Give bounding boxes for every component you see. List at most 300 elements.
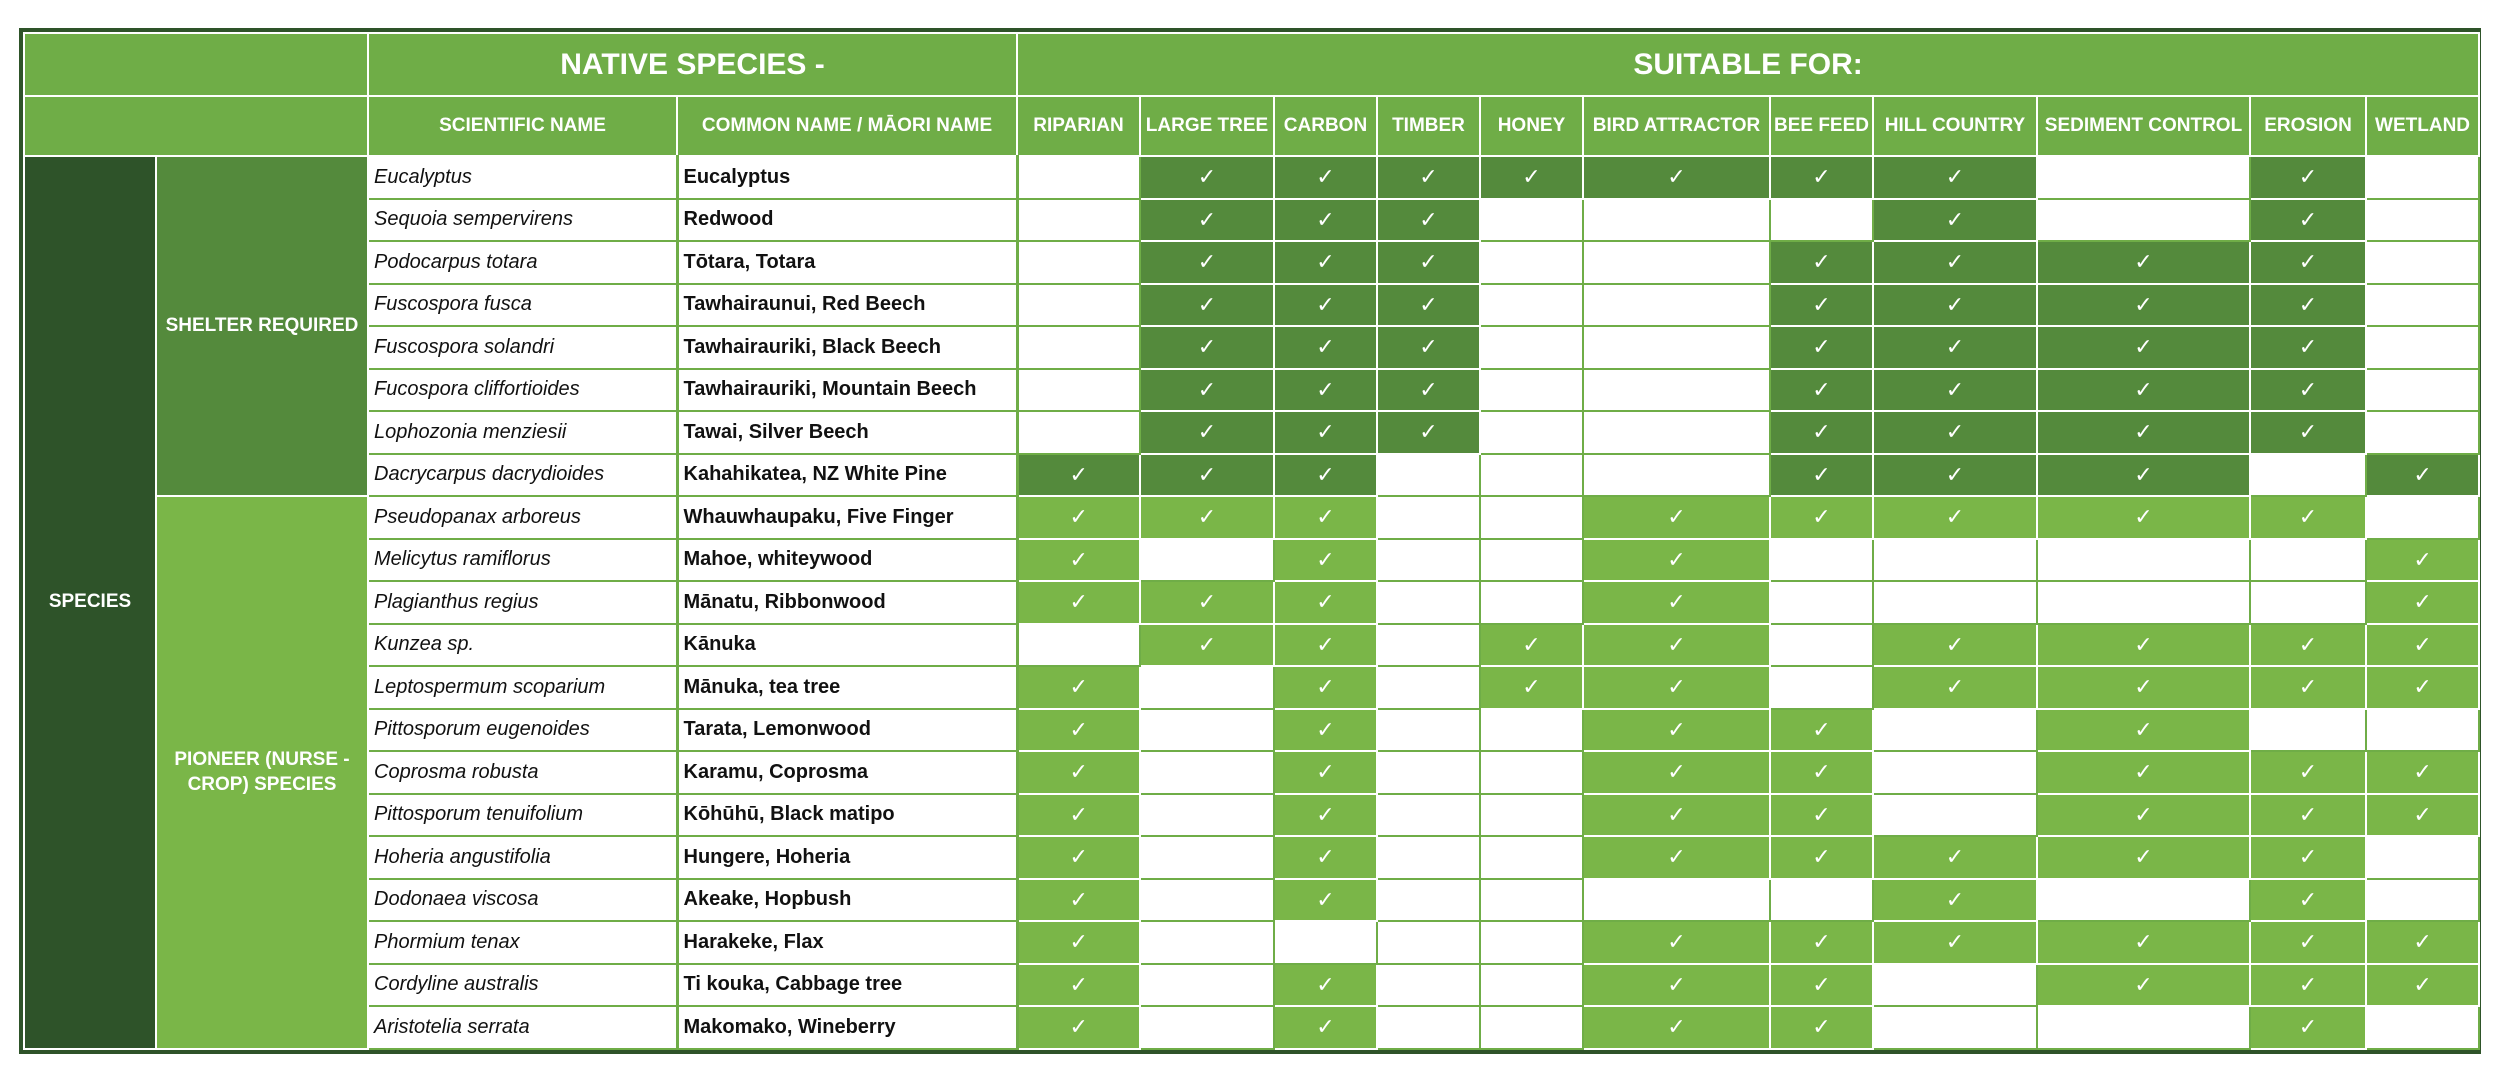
empty-cell bbox=[2037, 156, 2250, 199]
scientific-name-cell: Pseudopanax arboreus bbox=[368, 496, 677, 539]
empty-cell bbox=[1873, 539, 2037, 582]
empty-cell bbox=[1873, 964, 2037, 1007]
empty-cell bbox=[1017, 326, 1140, 369]
group-label-pioneer-species: PIONEER (NURSE -CROP) SPECIES bbox=[156, 496, 368, 1049]
empty-cell bbox=[1480, 496, 1583, 539]
check-mark-icon: ✓ bbox=[1583, 496, 1770, 539]
column-header-carbon: CARBON bbox=[1274, 96, 1377, 156]
empty-cell bbox=[1583, 326, 1770, 369]
empty-cell bbox=[1377, 836, 1480, 879]
check-mark-icon: ✓ bbox=[2250, 794, 2366, 837]
scientific-name-cell: Kunzea sp. bbox=[368, 624, 677, 667]
check-mark-icon: ✓ bbox=[1274, 241, 1377, 284]
check-mark-icon: ✓ bbox=[1274, 794, 1377, 837]
check-mark-icon: ✓ bbox=[2037, 751, 2250, 794]
species-rows bbox=[24, 156, 2479, 1049]
check-mark-icon: ✓ bbox=[1770, 496, 1873, 539]
check-mark-icon: ✓ bbox=[2366, 751, 2479, 794]
check-mark-icon: ✓ bbox=[2250, 326, 2366, 369]
check-mark-icon: ✓ bbox=[2037, 326, 2250, 369]
empty-cell bbox=[1583, 411, 1770, 454]
check-mark-icon: ✓ bbox=[1770, 326, 1873, 369]
check-mark-icon: ✓ bbox=[2037, 624, 2250, 667]
empty-cell bbox=[1377, 1006, 1480, 1049]
empty-cell bbox=[1377, 454, 1480, 497]
table-row bbox=[24, 879, 2479, 922]
check-mark-icon: ✓ bbox=[1377, 326, 1480, 369]
check-mark-icon: ✓ bbox=[1140, 326, 1274, 369]
check-mark-icon: ✓ bbox=[1140, 454, 1274, 497]
empty-cell bbox=[1377, 964, 1480, 1007]
scientific-name-cell: Fucospora cliffortioides bbox=[368, 369, 677, 412]
check-mark-icon: ✓ bbox=[1274, 369, 1377, 412]
check-mark-icon: ✓ bbox=[1017, 581, 1140, 624]
check-mark-icon: ✓ bbox=[1274, 454, 1377, 497]
empty-cell bbox=[1583, 454, 1770, 497]
scientific-name-cell: Pittosporum eugenoides bbox=[368, 709, 677, 752]
common-name-cell: Karamu, Coprosma bbox=[677, 751, 1017, 794]
scientific-name-cell: Eucalyptus bbox=[368, 156, 677, 199]
empty-cell bbox=[1583, 199, 1770, 242]
empty-cell bbox=[2250, 539, 2366, 582]
empty-cell bbox=[1480, 921, 1583, 964]
check-mark-icon: ✓ bbox=[2037, 666, 2250, 709]
check-mark-icon: ✓ bbox=[1770, 709, 1873, 752]
check-mark-icon: ✓ bbox=[2250, 369, 2366, 412]
check-mark-icon: ✓ bbox=[1770, 1006, 1873, 1049]
table-row bbox=[24, 836, 2479, 879]
check-mark-icon: ✓ bbox=[2250, 964, 2366, 1007]
check-mark-icon: ✓ bbox=[1770, 369, 1873, 412]
empty-cell bbox=[1140, 879, 1274, 922]
check-mark-icon: ✓ bbox=[1583, 836, 1770, 879]
common-name-cell: Harakeke, Flax bbox=[677, 921, 1017, 964]
table-row bbox=[24, 496, 2479, 539]
empty-cell bbox=[1480, 241, 1583, 284]
check-mark-icon: ✓ bbox=[2250, 836, 2366, 879]
common-name-cell: Kānuka bbox=[677, 624, 1017, 667]
empty-cell bbox=[2366, 836, 2479, 879]
table-row bbox=[24, 709, 2479, 752]
check-mark-icon: ✓ bbox=[1583, 581, 1770, 624]
empty-cell bbox=[1480, 581, 1583, 624]
check-mark-icon: ✓ bbox=[1017, 539, 1140, 582]
empty-cell bbox=[1480, 454, 1583, 497]
column-header-bee-feed: BEE FEED bbox=[1770, 96, 1873, 156]
group-label-species: SPECIES bbox=[24, 156, 156, 1049]
check-mark-icon: ✓ bbox=[1017, 836, 1140, 879]
empty-cell bbox=[1140, 751, 1274, 794]
check-mark-icon: ✓ bbox=[1770, 454, 1873, 497]
check-mark-icon: ✓ bbox=[1583, 624, 1770, 667]
native-species-title: NATIVE SPECIES - bbox=[368, 33, 1017, 96]
empty-cell bbox=[2366, 284, 2479, 327]
empty-cell bbox=[2037, 1006, 2250, 1049]
check-mark-icon: ✓ bbox=[2037, 794, 2250, 837]
empty-cell bbox=[1377, 624, 1480, 667]
empty-cell bbox=[1377, 879, 1480, 922]
scientific-name-cell: Lophozonia menziesii bbox=[368, 411, 677, 454]
empty-cell bbox=[1770, 581, 1873, 624]
table-row bbox=[24, 794, 2479, 837]
empty-cell bbox=[1140, 539, 1274, 582]
empty-cell bbox=[2037, 539, 2250, 582]
check-mark-icon: ✓ bbox=[2366, 794, 2479, 837]
scientific-name-cell: Sequoia sempervirens bbox=[368, 199, 677, 242]
check-mark-icon: ✓ bbox=[1583, 709, 1770, 752]
empty-cell bbox=[1770, 666, 1873, 709]
empty-cell bbox=[2037, 879, 2250, 922]
common-name-cell: Tawai, Silver Beech bbox=[677, 411, 1017, 454]
empty-cell bbox=[2366, 199, 2479, 242]
scientific-name-cell: Fuscospora fusca bbox=[368, 284, 677, 327]
scientific-name-cell: Dodonaea viscosa bbox=[368, 879, 677, 922]
check-mark-icon: ✓ bbox=[1140, 156, 1274, 199]
check-mark-icon: ✓ bbox=[2037, 241, 2250, 284]
check-mark-icon: ✓ bbox=[2037, 496, 2250, 539]
check-mark-icon: ✓ bbox=[2250, 199, 2366, 242]
check-mark-icon: ✓ bbox=[1583, 666, 1770, 709]
table-row bbox=[24, 1006, 2479, 1049]
check-mark-icon: ✓ bbox=[1770, 411, 1873, 454]
check-mark-icon: ✓ bbox=[1770, 751, 1873, 794]
check-mark-icon: ✓ bbox=[1017, 454, 1140, 497]
empty-cell bbox=[1017, 156, 1140, 199]
check-mark-icon: ✓ bbox=[2366, 539, 2479, 582]
check-mark-icon: ✓ bbox=[1873, 156, 2037, 199]
table-row bbox=[24, 156, 2479, 199]
common-name-cell: Akeake, Hopbush bbox=[677, 879, 1017, 922]
check-mark-icon: ✓ bbox=[1873, 496, 2037, 539]
check-mark-icon: ✓ bbox=[1274, 411, 1377, 454]
scientific-name-cell: Leptospermum scoparium bbox=[368, 666, 677, 709]
check-mark-icon: ✓ bbox=[1770, 156, 1873, 199]
common-name-cell: Tawhairaunui, Red Beech bbox=[677, 284, 1017, 327]
empty-cell bbox=[1377, 794, 1480, 837]
check-mark-icon: ✓ bbox=[2250, 751, 2366, 794]
empty-cell bbox=[1583, 369, 1770, 412]
check-mark-icon: ✓ bbox=[1770, 836, 1873, 879]
check-mark-icon: ✓ bbox=[1583, 1006, 1770, 1049]
check-mark-icon: ✓ bbox=[1274, 666, 1377, 709]
empty-cell bbox=[1480, 709, 1583, 752]
table-row bbox=[24, 751, 2479, 794]
empty-cell bbox=[2037, 581, 2250, 624]
check-mark-icon: ✓ bbox=[1017, 921, 1140, 964]
empty-cell bbox=[2250, 709, 2366, 752]
check-mark-icon: ✓ bbox=[2250, 241, 2366, 284]
empty-cell bbox=[1583, 284, 1770, 327]
empty-cell bbox=[1377, 709, 1480, 752]
column-header-common-name: COMMON NAME / MĀORI NAME bbox=[677, 96, 1017, 156]
check-mark-icon: ✓ bbox=[1274, 284, 1377, 327]
empty-cell bbox=[1480, 539, 1583, 582]
column-header-erosion: EROSION bbox=[2250, 96, 2366, 156]
table-row bbox=[24, 581, 2479, 624]
empty-cell bbox=[2366, 369, 2479, 412]
check-mark-icon: ✓ bbox=[1377, 199, 1480, 242]
check-mark-icon: ✓ bbox=[1274, 879, 1377, 922]
scientific-name-cell: Dacrycarpus dacrydioides bbox=[368, 454, 677, 497]
check-mark-icon: ✓ bbox=[1583, 964, 1770, 1007]
check-mark-icon: ✓ bbox=[2250, 284, 2366, 327]
check-mark-icon: ✓ bbox=[2366, 666, 2479, 709]
check-mark-icon: ✓ bbox=[1873, 199, 2037, 242]
check-mark-icon: ✓ bbox=[2366, 921, 2479, 964]
scientific-name-cell: Pittosporum tenuifolium bbox=[368, 794, 677, 837]
check-mark-icon: ✓ bbox=[1017, 666, 1140, 709]
empty-cell bbox=[1140, 709, 1274, 752]
column-header-timber: TIMBER bbox=[1377, 96, 1480, 156]
check-mark-icon: ✓ bbox=[1017, 794, 1140, 837]
empty-cell bbox=[1480, 326, 1583, 369]
check-mark-icon: ✓ bbox=[1770, 964, 1873, 1007]
check-mark-icon: ✓ bbox=[2037, 964, 2250, 1007]
species-table-frame bbox=[19, 28, 2481, 1054]
check-mark-icon: ✓ bbox=[2037, 411, 2250, 454]
empty-cell bbox=[1017, 241, 1140, 284]
check-mark-icon: ✓ bbox=[1583, 921, 1770, 964]
empty-cell bbox=[1770, 539, 1873, 582]
table-row bbox=[24, 624, 2479, 667]
check-mark-icon: ✓ bbox=[2366, 964, 2479, 1007]
check-mark-icon: ✓ bbox=[1274, 539, 1377, 582]
check-mark-icon: ✓ bbox=[2366, 581, 2479, 624]
empty-cell bbox=[1377, 539, 1480, 582]
check-mark-icon: ✓ bbox=[1140, 581, 1274, 624]
check-mark-icon: ✓ bbox=[1017, 1006, 1140, 1049]
empty-cell bbox=[1377, 496, 1480, 539]
empty-cell bbox=[1770, 624, 1873, 667]
check-mark-icon: ✓ bbox=[1873, 369, 2037, 412]
column-header-bird-attractor: BIRD ATTRACTOR bbox=[1583, 96, 1770, 156]
empty-cell bbox=[1017, 284, 1140, 327]
common-name-cell: Tōtara, Totara bbox=[677, 241, 1017, 284]
table-row bbox=[24, 199, 2479, 242]
check-mark-icon: ✓ bbox=[1873, 326, 2037, 369]
check-mark-icon: ✓ bbox=[1377, 411, 1480, 454]
check-mark-icon: ✓ bbox=[1274, 709, 1377, 752]
check-mark-icon: ✓ bbox=[1873, 411, 2037, 454]
check-mark-icon: ✓ bbox=[1480, 666, 1583, 709]
empty-cell bbox=[1480, 1006, 1583, 1049]
column-header-sediment-control: SEDIMENT CONTROL bbox=[2037, 96, 2250, 156]
check-mark-icon: ✓ bbox=[2250, 624, 2366, 667]
empty-cell bbox=[1017, 411, 1140, 454]
empty-cell bbox=[1140, 964, 1274, 1007]
column-header-honey: HONEY bbox=[1480, 96, 1583, 156]
check-mark-icon: ✓ bbox=[2037, 709, 2250, 752]
table-row bbox=[24, 454, 2479, 497]
check-mark-icon: ✓ bbox=[1873, 284, 2037, 327]
header-corner-lower bbox=[24, 96, 368, 156]
column-header-scientific-name: SCIENTIFIC NAME bbox=[368, 96, 677, 156]
check-mark-icon: ✓ bbox=[1873, 624, 2037, 667]
check-mark-icon: ✓ bbox=[1583, 751, 1770, 794]
empty-cell bbox=[2366, 156, 2479, 199]
check-mark-icon: ✓ bbox=[1583, 156, 1770, 199]
check-mark-icon: ✓ bbox=[1274, 836, 1377, 879]
empty-cell bbox=[1017, 624, 1140, 667]
common-name-cell: Redwood bbox=[677, 199, 1017, 242]
check-mark-icon: ✓ bbox=[1873, 836, 2037, 879]
table-row bbox=[24, 369, 2479, 412]
empty-cell bbox=[1140, 794, 1274, 837]
check-mark-icon: ✓ bbox=[1770, 241, 1873, 284]
empty-cell bbox=[2366, 1006, 2479, 1049]
check-mark-icon: ✓ bbox=[2250, 156, 2366, 199]
check-mark-icon: ✓ bbox=[1873, 666, 2037, 709]
check-mark-icon: ✓ bbox=[1140, 411, 1274, 454]
check-mark-icon: ✓ bbox=[1873, 241, 2037, 284]
group-label-shelter-required: SHELTER REQUIRED bbox=[156, 156, 368, 496]
check-mark-icon: ✓ bbox=[1770, 284, 1873, 327]
empty-cell bbox=[1873, 709, 2037, 752]
empty-cell bbox=[2250, 454, 2366, 497]
check-mark-icon: ✓ bbox=[1274, 496, 1377, 539]
empty-cell bbox=[1873, 794, 2037, 837]
empty-cell bbox=[1873, 581, 2037, 624]
check-mark-icon: ✓ bbox=[1140, 496, 1274, 539]
scientific-name-cell: Aristotelia serrata bbox=[368, 1006, 677, 1049]
empty-cell bbox=[1480, 284, 1583, 327]
check-mark-icon: ✓ bbox=[2250, 879, 2366, 922]
check-mark-icon: ✓ bbox=[2037, 369, 2250, 412]
table-row bbox=[24, 964, 2479, 1007]
common-name-cell: Eucalyptus bbox=[677, 156, 1017, 199]
empty-cell bbox=[2366, 496, 2479, 539]
empty-cell bbox=[2366, 326, 2479, 369]
empty-cell bbox=[1873, 1006, 2037, 1049]
table-row bbox=[24, 326, 2479, 369]
check-mark-icon: ✓ bbox=[2037, 454, 2250, 497]
check-mark-icon: ✓ bbox=[1377, 156, 1480, 199]
check-mark-icon: ✓ bbox=[1873, 454, 2037, 497]
empty-cell bbox=[2366, 241, 2479, 284]
check-mark-icon: ✓ bbox=[1140, 624, 1274, 667]
empty-cell bbox=[1017, 369, 1140, 412]
empty-cell bbox=[1873, 751, 2037, 794]
common-name-cell: Tawhairauriki, Black Beech bbox=[677, 326, 1017, 369]
check-mark-icon: ✓ bbox=[1274, 326, 1377, 369]
empty-cell bbox=[2250, 581, 2366, 624]
empty-cell bbox=[1140, 921, 1274, 964]
check-mark-icon: ✓ bbox=[2250, 666, 2366, 709]
check-mark-icon: ✓ bbox=[1017, 709, 1140, 752]
empty-cell bbox=[1480, 964, 1583, 1007]
header-corner bbox=[24, 33, 368, 96]
check-mark-icon: ✓ bbox=[2250, 496, 2366, 539]
check-mark-icon: ✓ bbox=[1017, 751, 1140, 794]
native-species-table bbox=[23, 32, 2480, 1050]
scientific-name-cell: Hoheria angustifolia bbox=[368, 836, 677, 879]
check-mark-icon: ✓ bbox=[1480, 624, 1583, 667]
check-mark-icon: ✓ bbox=[1377, 369, 1480, 412]
check-mark-icon: ✓ bbox=[1017, 964, 1140, 1007]
check-mark-icon: ✓ bbox=[1873, 921, 2037, 964]
common-name-cell: Tawhairauriki, Mountain Beech bbox=[677, 369, 1017, 412]
check-mark-icon: ✓ bbox=[2037, 836, 2250, 879]
suitable-for-title: SUITABLE FOR: bbox=[1017, 33, 2479, 96]
scientific-name-cell: Plagianthus regius bbox=[368, 581, 677, 624]
common-name-cell: Makomako, Wineberry bbox=[677, 1006, 1017, 1049]
table-row bbox=[24, 284, 2479, 327]
column-header-riparian: RIPARIAN bbox=[1017, 96, 1140, 156]
check-mark-icon: ✓ bbox=[1377, 284, 1480, 327]
check-mark-icon: ✓ bbox=[1274, 199, 1377, 242]
check-mark-icon: ✓ bbox=[1274, 624, 1377, 667]
check-mark-icon: ✓ bbox=[1017, 879, 1140, 922]
check-mark-icon: ✓ bbox=[1873, 879, 2037, 922]
column-header-large-tree: LARGE TREE bbox=[1140, 96, 1274, 156]
check-mark-icon: ✓ bbox=[1770, 794, 1873, 837]
empty-cell bbox=[1140, 1006, 1274, 1049]
common-name-cell: Mahoe, whiteywood bbox=[677, 539, 1017, 582]
empty-cell bbox=[1377, 921, 1480, 964]
empty-cell bbox=[1480, 751, 1583, 794]
check-mark-icon: ✓ bbox=[1377, 241, 1480, 284]
check-mark-icon: ✓ bbox=[2366, 454, 2479, 497]
check-mark-icon: ✓ bbox=[2250, 921, 2366, 964]
check-mark-icon: ✓ bbox=[1583, 794, 1770, 837]
check-mark-icon: ✓ bbox=[1140, 284, 1274, 327]
common-name-cell: Tarata, Lemonwood bbox=[677, 709, 1017, 752]
empty-cell bbox=[1770, 879, 1873, 922]
table-row bbox=[24, 241, 2479, 284]
common-name-cell: Whauwhaupaku, Five Finger bbox=[677, 496, 1017, 539]
empty-cell bbox=[1480, 199, 1583, 242]
common-name-cell: Kahahikatea, NZ White Pine bbox=[677, 454, 1017, 497]
scientific-name-cell: Fuscospora solandri bbox=[368, 326, 677, 369]
check-mark-icon: ✓ bbox=[1017, 496, 1140, 539]
scientific-name-cell: Cordyline australis bbox=[368, 964, 677, 1007]
check-mark-icon: ✓ bbox=[1274, 581, 1377, 624]
common-name-cell: Ti kouka, Cabbage tree bbox=[677, 964, 1017, 1007]
empty-cell bbox=[1480, 879, 1583, 922]
scientific-name-cell: Podocarpus totara bbox=[368, 241, 677, 284]
table-row bbox=[24, 666, 2479, 709]
empty-cell bbox=[1377, 581, 1480, 624]
empty-cell bbox=[1480, 369, 1583, 412]
column-header-hill-country: HILL COUNTRY bbox=[1873, 96, 2037, 156]
check-mark-icon: ✓ bbox=[1274, 751, 1377, 794]
check-mark-icon: ✓ bbox=[2366, 624, 2479, 667]
scientific-name-cell: Melicytus ramiflorus bbox=[368, 539, 677, 582]
check-mark-icon: ✓ bbox=[1583, 539, 1770, 582]
common-name-cell: Kōhūhū, Black matipo bbox=[677, 794, 1017, 837]
check-mark-icon: ✓ bbox=[1140, 241, 1274, 284]
check-mark-icon: ✓ bbox=[2250, 1006, 2366, 1049]
empty-cell bbox=[2037, 199, 2250, 242]
check-mark-icon: ✓ bbox=[1274, 1006, 1377, 1049]
empty-cell bbox=[1140, 836, 1274, 879]
empty-cell bbox=[1274, 921, 1377, 964]
empty-cell bbox=[1377, 666, 1480, 709]
check-mark-icon: ✓ bbox=[1274, 964, 1377, 1007]
table-row bbox=[24, 411, 2479, 454]
check-mark-icon: ✓ bbox=[2037, 284, 2250, 327]
empty-cell bbox=[2366, 879, 2479, 922]
empty-cell bbox=[1480, 794, 1583, 837]
check-mark-icon: ✓ bbox=[2250, 411, 2366, 454]
check-mark-icon: ✓ bbox=[1274, 156, 1377, 199]
check-mark-icon: ✓ bbox=[2037, 921, 2250, 964]
check-mark-icon: ✓ bbox=[1770, 921, 1873, 964]
empty-cell bbox=[1583, 241, 1770, 284]
empty-cell bbox=[1140, 666, 1274, 709]
empty-cell bbox=[1770, 199, 1873, 242]
check-mark-icon: ✓ bbox=[1140, 199, 1274, 242]
